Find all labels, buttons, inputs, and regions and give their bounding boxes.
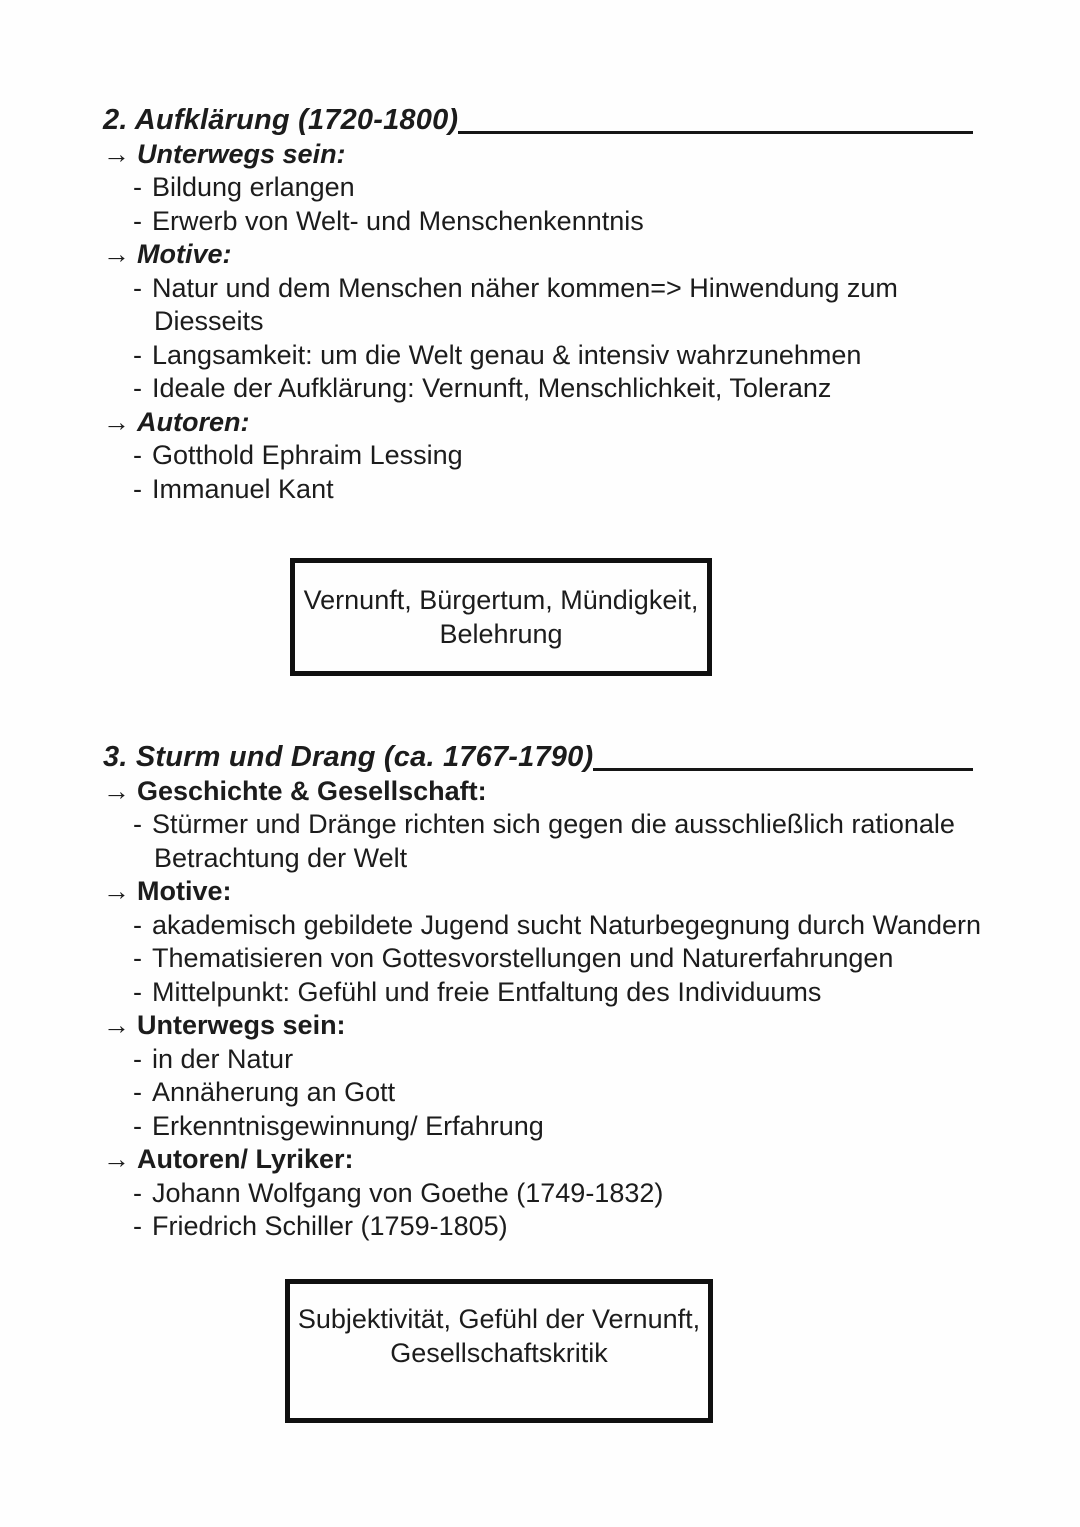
dash-bullet: -: [133, 909, 142, 940]
arrow-icon: →: [103, 138, 130, 169]
list-item: [133, 808, 973, 842]
group-label: Motive:: [137, 876, 232, 906]
group-motive: [103, 238, 973, 406]
group-label: Autoren/ Lyriker:: [137, 1144, 354, 1174]
dash-bullet: -: [133, 272, 142, 303]
dash-bullet: -: [133, 943, 142, 973]
list-item: [133, 339, 973, 373]
group-label: Unterwegs sein:: [137, 1010, 346, 1040]
list-item-text: Immanuel Kant: [152, 473, 334, 504]
group-label-row: [103, 1009, 973, 1043]
group-label: Autoren:: [137, 406, 250, 437]
group-label: Motive:: [137, 239, 232, 269]
list-item: [133, 171, 973, 205]
list-item: [133, 439, 973, 473]
group-autoren-lyriker: [103, 1143, 973, 1244]
list-item: [133, 1043, 973, 1077]
dash-bullet: -: [133, 976, 142, 1007]
dash-bullet: -: [133, 1043, 142, 1074]
list-item-text: Stürmer und Dränge richten sich gegen die ausschließlich rationale: [152, 809, 955, 839]
list-item: [133, 1177, 973, 1211]
list-item: [133, 1110, 973, 1144]
list-item-text: Friedrich Schiller (1759-1805): [152, 1211, 508, 1241]
list-item: [133, 1210, 973, 1244]
group-label-row: [103, 1143, 973, 1177]
group-label: Geschichte & Gesellschaft:: [137, 775, 487, 806]
dash-bullet: -: [133, 205, 142, 236]
group-unterwegs-sein: [103, 138, 973, 239]
list-item: [133, 942, 973, 976]
list-item-text: Bildung erlangen: [152, 172, 355, 202]
list-item-text: Natur und dem Menschen näher kommen=> Hinwendung zum: [152, 272, 898, 303]
list-item-text: Erkenntnisgewinnung/ Erfahrung: [152, 1110, 544, 1141]
list-item: [133, 909, 982, 943]
list-item: [133, 976, 973, 1010]
list-item: [133, 1076, 973, 1110]
dash-bullet: -: [133, 339, 142, 370]
list-item: [133, 205, 973, 239]
dash-bullet: -: [133, 440, 142, 470]
group-geschichte-gesellschaft: [103, 775, 973, 876]
arrow-icon: →: [103, 876, 130, 906]
note-box-line: Vernunft, Bürgertum, Mündigkeit,: [303, 585, 699, 615]
group-label-row: [103, 775, 973, 809]
arrow-icon: →: [103, 406, 130, 437]
section-heading-row: [103, 741, 973, 775]
arrow-icon: →: [103, 239, 130, 269]
list-item-text: Erwerb von Welt- und Menschenkenntnis: [152, 205, 644, 236]
list-item-wrap-line: Diesseits: [154, 306, 264, 336]
section-heading-row: [103, 104, 973, 138]
dash-bullet: -: [133, 172, 142, 202]
list-item-text: Langsamkeit: um die Welt genau & intensiv wahrzunehmen: [152, 339, 862, 370]
list-item-text: akademisch gebildete Jugend sucht Naturbegegnung durch Wandern: [152, 909, 982, 940]
list-item-text: Thematisieren von Gottesvorstellungen und Naturerfahrungen: [152, 943, 894, 973]
section-aufklaerung: [103, 104, 973, 676]
list-item-text: Gotthold Ephraim Lessing: [152, 440, 463, 470]
note-box-line: Gesellschaftskritik: [390, 1337, 608, 1368]
group-label-row: [103, 875, 973, 909]
dash-bullet: -: [133, 1077, 142, 1107]
group-label-row: [103, 238, 973, 272]
list-item-text: Mittelpunkt: Gefühl und freie Entfaltung des Individuums: [152, 976, 822, 1007]
note-box-sturm-und-drang: [285, 1279, 713, 1423]
note-box-aufklaerung: [290, 558, 712, 676]
list-item-wrap-line: Betrachtung der Welt: [154, 842, 408, 873]
list-item-text: Annäherung an Gott: [152, 1077, 396, 1107]
section-heading: 3. Sturm und Drang (ca. 1767-1790): [103, 741, 594, 773]
group-label: Unterwegs sein:: [137, 138, 346, 169]
group-unterwegs-sein-3: [103, 1009, 973, 1143]
dash-bullet: -: [133, 1110, 142, 1141]
section-sturm-und-drang: [103, 741, 982, 1423]
arrow-icon: →: [103, 1144, 130, 1174]
list-item: [133, 272, 973, 306]
section-heading: 2. Aufklärung (1720-1800): [103, 104, 459, 136]
note-box-line: Belehrung: [439, 619, 563, 649]
group-label-row: [103, 406, 973, 440]
dash-bullet: -: [133, 373, 142, 403]
arrow-icon: →: [103, 775, 130, 806]
dash-bullet: -: [133, 1211, 142, 1241]
heading-underline: [593, 768, 973, 771]
dash-bullet: -: [133, 1177, 142, 1208]
note-box-line: Subjektivität, Gefühl der Vernunft,: [297, 1303, 701, 1334]
list-item: [133, 473, 973, 507]
list-item: [133, 372, 973, 406]
arrow-icon: →: [103, 1010, 130, 1040]
heading-underline: [458, 131, 973, 134]
dash-bullet: -: [133, 809, 142, 839]
group-motive-3: [103, 875, 982, 1009]
group-label-row: [103, 138, 973, 172]
list-item-text: Johann Wolfgang von Goethe (1749-1832): [152, 1177, 664, 1208]
dash-bullet: -: [133, 473, 142, 504]
list-item-text: in der Natur: [152, 1043, 294, 1074]
list-item-text: Ideale der Aufklärung: Vernunft, Menschlichkeit, Toleranz: [152, 373, 832, 403]
group-autoren: [103, 406, 973, 507]
